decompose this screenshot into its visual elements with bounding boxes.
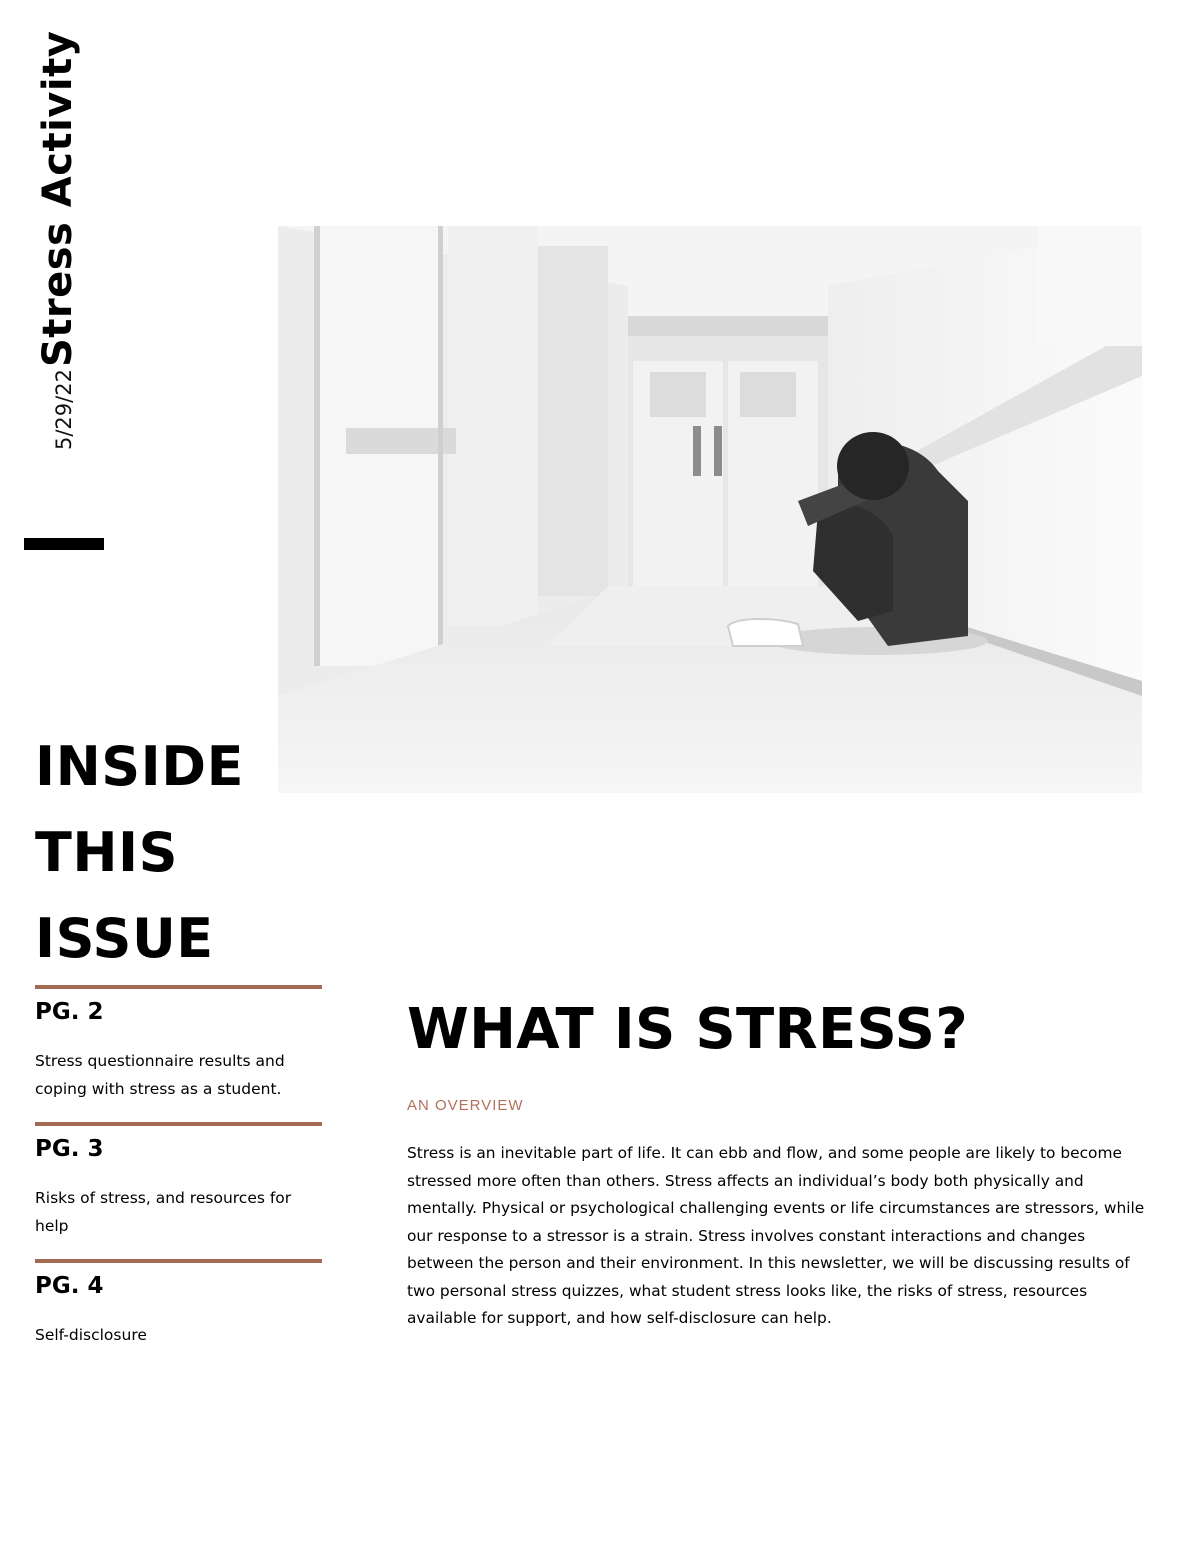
toc-item	[35, 1259, 322, 1353]
newsletter-title: Stress Activity	[35, 30, 81, 368]
toc-description: Risks of stress, and resources for help	[35, 1189, 292, 1235]
toc-page-number: PG. 3	[35, 1136, 104, 1162]
article-body: Stress is an inevitable part of life. It can ebb and flow, and some people are likely to become stressed more often than others. Stress affects an individual’s body both physically and mentally. Physical or psychological challenging events or life circumstances are stressors, while our response to a stressor is a strain. Stress involves constant interactions and changes between the person and their environment. In this newsletter, we will be discussing results of two personal stress quizzes, what student stress looks like, the risks of stress, resources available for support, and how self-disclosure can help.	[407, 1144, 1145, 1327]
toc-page-number: PG. 2	[35, 999, 104, 1025]
toc-description: Self-disclosure	[35, 1326, 147, 1344]
toc-description: Stress questionnaire results and coping with stress as a student.	[35, 1052, 285, 1098]
toc-item	[35, 985, 322, 1122]
inside-heading-line: INSIDE	[35, 735, 244, 798]
toc-item	[35, 1122, 322, 1259]
article-subtitle: AN OVERVIEW	[407, 1097, 524, 1114]
inside-issue-heading	[35, 724, 295, 982]
masthead-divider	[24, 538, 104, 550]
article-title: WHAT IS STRESS?	[407, 997, 969, 1062]
inside-heading-line: ISSUE	[35, 907, 214, 970]
issue-date: 5/29/22	[52, 369, 76, 450]
hallway-illustration	[278, 226, 1142, 793]
table-of-contents	[35, 985, 322, 1353]
hero-photo	[278, 226, 1142, 793]
masthead	[35, 31, 81, 450]
inside-heading-line: THIS	[35, 821, 179, 884]
toc-page-number: PG. 4	[35, 1273, 104, 1299]
